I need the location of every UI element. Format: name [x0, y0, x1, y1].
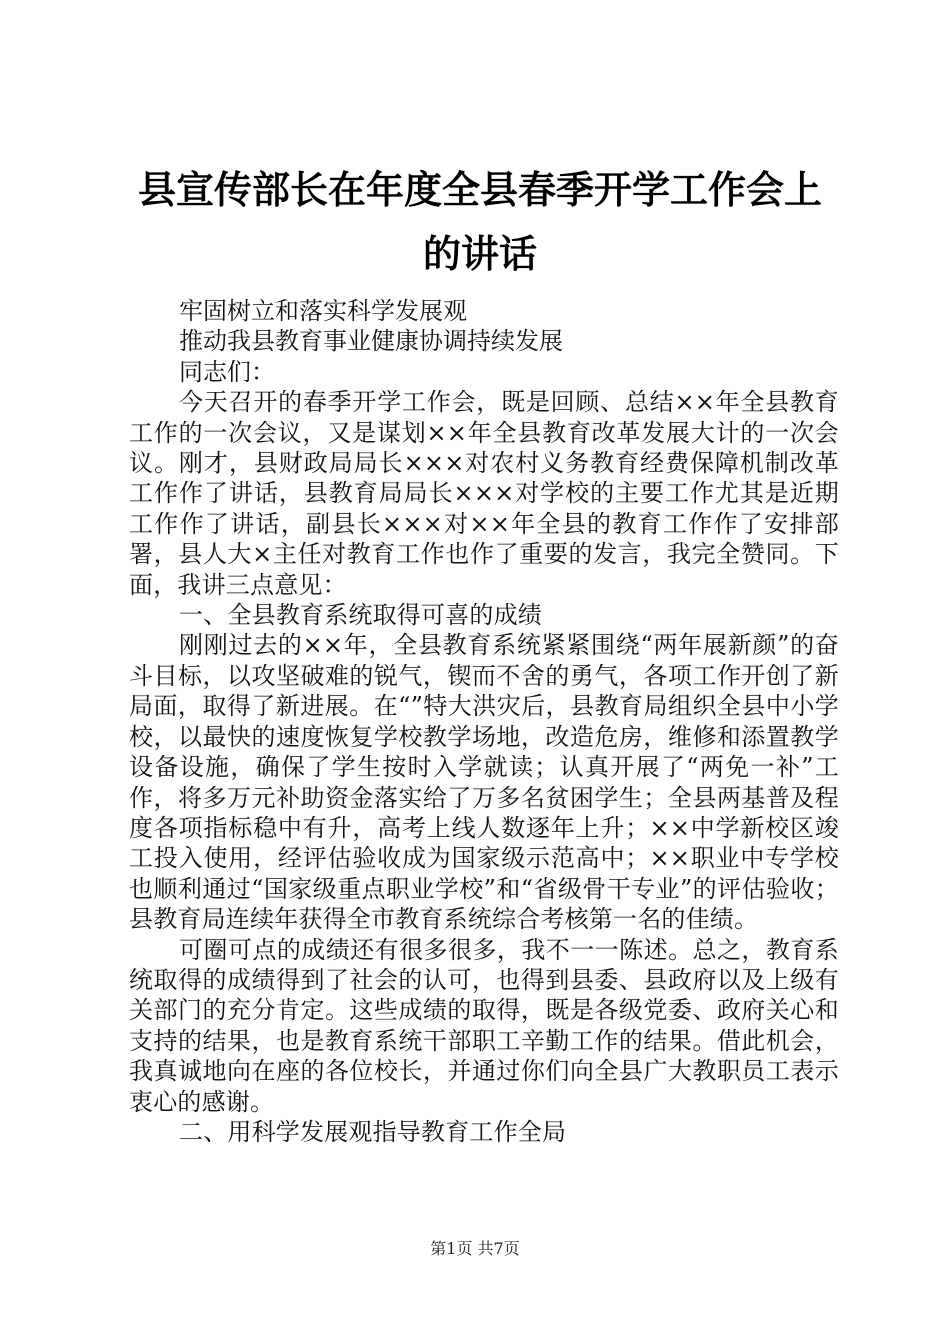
section-heading-1: 一、全县教育系统取得可喜的成绩	[179, 601, 542, 630]
document-title: 县宣传部长在年度全县春季开学工作会上的讲话	[137, 167, 822, 276]
paragraph-thanks: 可圈可点的成绩还有很多很多，我不一一陈述。总之，教育系统取得的成绩得到了社会的认可，也得到县委、县政府以及上级有关部门的充分肯定。这些成绩的取得，既是各级党委、政府关心和支持的结果，也是教育系统干部职工辛勤工作的结果。借此机会，我真诚地向在座的各位校长，并通过你们向全县广大教职员工表示衷心的感谢。	[129, 935, 839, 1116]
page-footer: 第1页 共7页	[430, 1239, 520, 1258]
section-heading-2: 二、用科学发展观指导教育工作全局	[179, 1117, 567, 1146]
document-body	[129, 296, 839, 1147]
subtitle-line: 牢固树立和落实科学发展观	[179, 297, 467, 325]
subtitle-line: 推动我县教育事业健康协调持续发展	[179, 327, 563, 356]
salutation: 同志们：	[179, 357, 275, 386]
paragraph-opening: 今天召开的春季开学工作会，既是回顾、总结××年全县教育工作的一次会议，又是谋划××年全县教育改革发展大计的一次会议。刚才，县财政局局长×××对农村义务教育经费保障机制改革工作作了讲话，县教育局局长×××对学校的主要工作尤其是近期工作作了讲话，副县长×××对××年全县的教育工作作了安排部署，县人大×主任对教育工作也作了重要的发言，我完全赞同。下面，我讲三点意见：	[129, 388, 839, 599]
paragraph-achievements: 刚刚过去的××年，全县教育系统紧紧围绕“两年展新颜”的奋斗目标，以攻坚破难的锐气，锲而不舍的勇气，各项工作开创了新局面，取得了新进展。在“”特大洪灾后，县教育局组织全县中小学校，以最快的速度恢复学校教学场地，改造危房，维修和添置教学设备设施，确保了学生按时入学就读；认真开展了“两免一补”工作，将多万元补助资金落实给了万多名贫困学生；全县两基普及程度各项指标稳中有升，高考上线人数逐年上升；××中学新校区竣工投入使用，经评估验收成为国家级示范高中；××职业中专学校也顺利通过“国家级重点职业学校”和“省级骨干专业”的评估验收；县教育局连续年获得全市教育系统综合考核第一名的佳绩。	[129, 631, 839, 934]
